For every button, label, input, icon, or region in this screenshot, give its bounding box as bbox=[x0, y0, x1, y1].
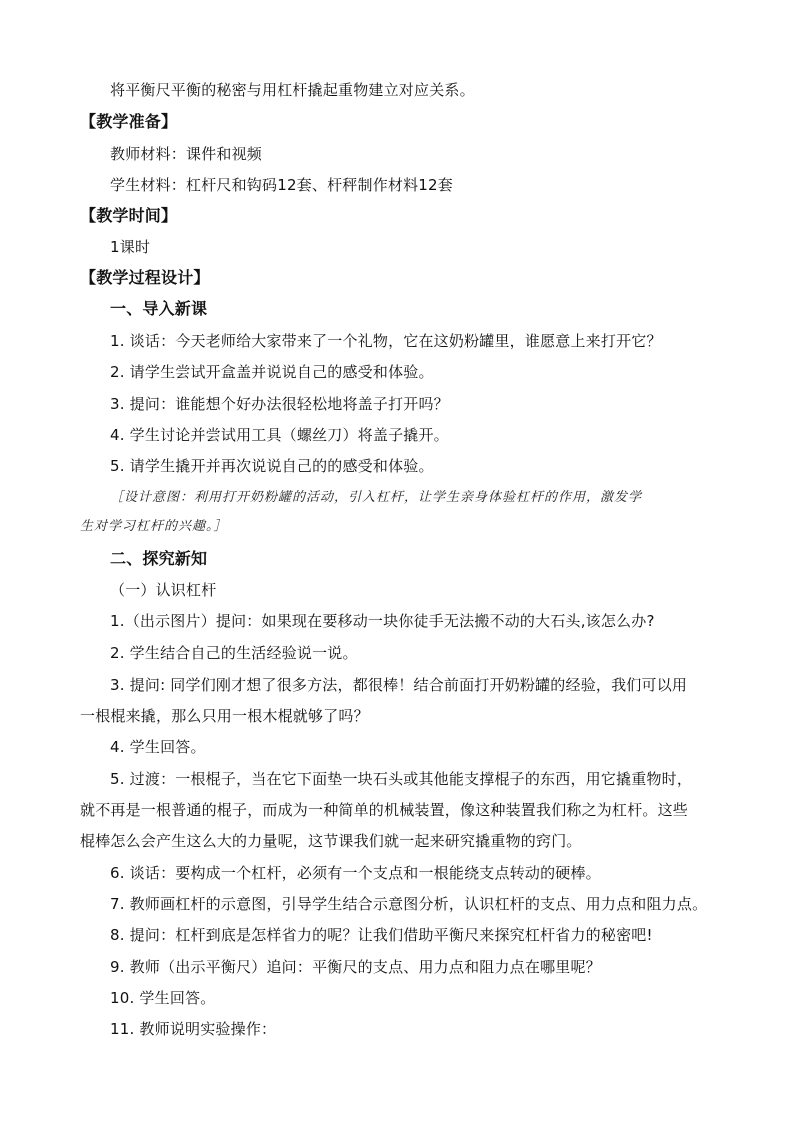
section-title-intro: 一、导入新课 bbox=[110, 299, 208, 318]
list-item: 10. 学生回答。 bbox=[110, 989, 216, 1007]
time-heading: 【教学时间】 bbox=[80, 206, 178, 225]
time-value: 1课时 bbox=[110, 238, 151, 256]
list-item: 5. 请学生撬开并再次说说自己的的感受和体验。 bbox=[110, 457, 434, 475]
list-item: 11. 教师说明实验操作： bbox=[110, 1020, 277, 1038]
list-item: 3. 提问：谁能想个好办法很轻松地将盖子打开吗？ bbox=[110, 395, 449, 413]
list-item-continued: 就不再是一根普通的棍子，而成为一种简单的机械装置，像这种装置我们称之为杠杆。这些 bbox=[80, 801, 689, 819]
list-item: 3. 提问: 同学们刚才想了很多方法，都很棒！结合前面打开奶粉罐的经验，我们可以用 bbox=[110, 676, 688, 694]
list-item: 4. 学生讨论并尝试用工具（螺丝刀）将盖子撬开。 bbox=[110, 426, 449, 444]
list-item: 5. 过渡：一根棍子，当在它下面垫一块石头或其他能支撑棍子的东西，用它撬重物时， bbox=[110, 770, 693, 788]
list-item-continued: 棍棒怎么会产生这么大的力量呢，这节课我们就一起来研究撬重物的窍门。 bbox=[80, 832, 582, 850]
list-item: 2. 请学生尝试开盒盖并说说自己的感受和体验。 bbox=[110, 363, 434, 381]
list-item: 1. 谈话：今天老师给大家带来了一个礼物，它在这奶粉罐里，谁愿意上来打开它？ bbox=[110, 332, 662, 350]
list-item: 2. 学生结合自己的生活经验说一说。 bbox=[110, 644, 358, 662]
list-item: 8. 提问：杠杆到底是怎样省力的呢？让我们借助平衡尺来探究杠杆省力的秘密吧! bbox=[110, 926, 653, 944]
teacher-materials: 教师材料：课件和视频 bbox=[110, 145, 263, 163]
section-title-explore: 二、探究新知 bbox=[110, 549, 208, 568]
subsection-title: （一）认识杠杆 bbox=[110, 581, 217, 599]
preparation-heading: 【教学准备】 bbox=[80, 112, 178, 131]
list-item: 9. 教师（出示平衡尺）追问：平衡尺的支点、用力点和阻力点在哪里呢？ bbox=[110, 958, 601, 976]
list-item: 1.（出示图片）提问：如果现在要移动一块你徒手无法搬不动的大石头,该怎么办? bbox=[110, 612, 655, 630]
list-item: 4. 学生回答。 bbox=[110, 738, 206, 756]
list-item: 7. 教师画杠杆的示意图，引导学生结合示意图分析，认识杠杆的支点、用力点和阻力点。 bbox=[110, 895, 708, 913]
design-note-line-2: 生对学习杠杆的兴趣。］ bbox=[80, 519, 228, 534]
process-heading: 【教学过程设计】 bbox=[80, 268, 210, 287]
intro-line: 将平衡尺平衡的秘密与用杠杆撬起重物建立对应关系。 bbox=[110, 81, 475, 99]
student-materials: 学生材料：杠杆尺和钩码12套、杆秤制作材料12套 bbox=[110, 176, 453, 194]
list-item: 6. 谈话：要构成一个杠杆，必须有一个支点和一根能绕支点转动的硬棒。 bbox=[110, 864, 601, 882]
list-item-continued: 一根棍来撬，那么只用一根木棍就够了吗？ bbox=[80, 707, 369, 725]
design-note-line-1: ［设计意图：利用打开奶粉罐的活动，引入杠杆，让学生亲身体验杠杆的作用，激发学 bbox=[110, 490, 643, 505]
